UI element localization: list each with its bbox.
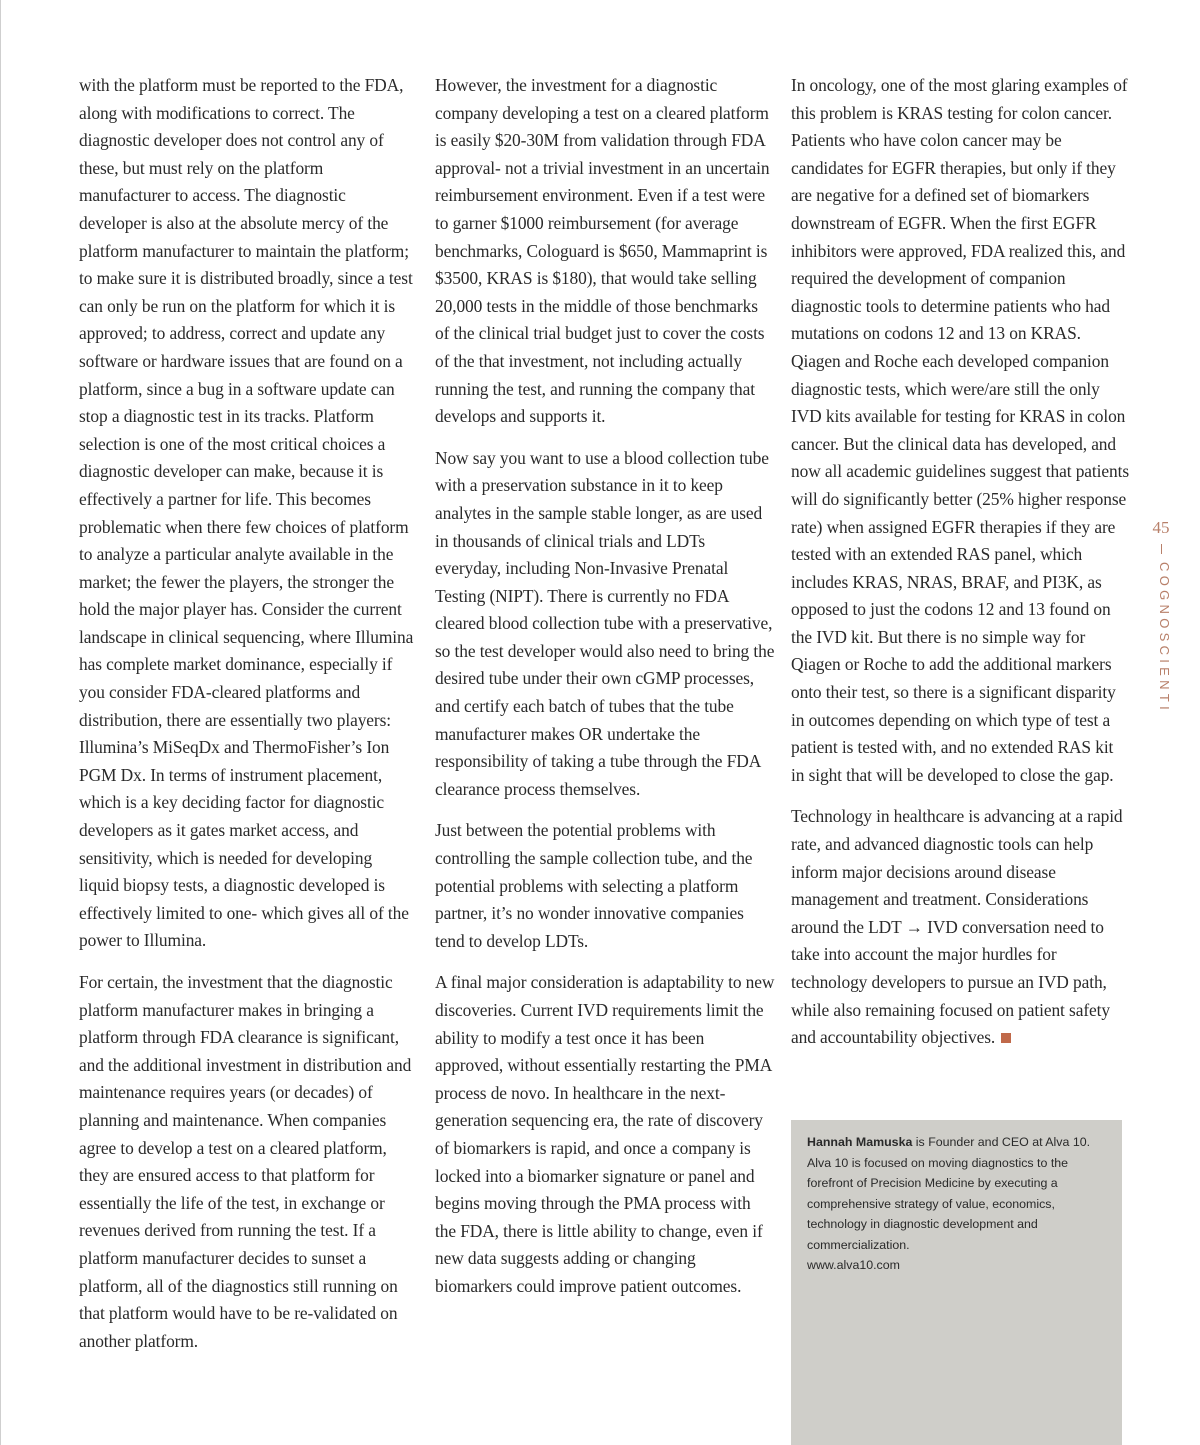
article-column-2 (435, 72, 775, 1315)
page-number: 45 (1152, 518, 1170, 537)
closing-text: Technology in healthcare is advancing at a rapid rate, and advanced diagnostic tools can help inform major decisions around disease management and treatment. Considerations around the LDT → IVD conversation need to take into account the major hurdles for technology developers to pursue an IVD path, while also remaining focused on patient safety and accountability objectives. (791, 806, 1123, 1048)
author-bio-box (791, 1120, 1122, 1445)
author-bio-text: is Founder and CEO at Alva 10. Alva 10 is focused on moving diagnostics to the forefront of Precision Medicine by executing a comprehensive strategy of value, economics, technology in diagnostic development and commercialization. (807, 1135, 1091, 1252)
paragraph: However, the investment for a diagnostic company developing a test on a cleared platform is easily $20-30M from validation through FDA approval- not a trivial investment in an uncertain reimbursement environment. Even if a test were to garner $1000 reimbursement (for average benchmarks, Cologuard is $650, Mammaprint is $3500, KRAS is $180), that would take selling 20,000 tests in the middle of those benchmarks of the clinical trial budget just to cover the costs of the that investment, not including actually running the test, and running the company that develops and supports it. (435, 75, 770, 427)
magazine-name: COGNOSCIENTI (1157, 562, 1172, 714)
page-number-rule (1161, 544, 1162, 554)
author-name: Hannah Mamuska (807, 1135, 913, 1149)
page-edge (0, 0, 1, 1445)
paragraph: A final major consideration is adaptability to new discoveries. Current IVD requirements limit the ability to modify a test once it has been approved, without essentially restarting the PMA process de novo. In healthcare in the next-generation sequencing era, the rate of discovery of biomarkers is rapid, and once a company is locked into a biomarker signature or panel and begins moving through the PMA process with the FDA, there is little ability to change, even if new data suggests adding or changing biomarkers could improve patient outcomes. (435, 972, 775, 1296)
article-column-1 (79, 72, 415, 1369)
paragraph: Now say you want to use a blood collection tube with a preservation substance in it to keep analytes in the sample stable longer, as are used in thousands of clinical trials and LDTs everyday, including Non-Invasive Prenatal Testing (NIPT). There is currently no FDA cleared blood collection tube with a preservative, so the test developer would also need to bring the desired tube under their own cGMP processes, and certify each batch of tubes that the tube manufacturer makes OR undertake the responsibility of taking a tube through the FDA clearance process themselves. (435, 447, 775, 799)
paragraph: In oncology, one of the most glaring examples of this problem is KRAS testing for colon cancer. Patients who have colon cancer may be candidates for EGFR therapies, but only if they are negative for a defined set of biomarkers downstream of EGFR. When the first EGFR inhibitors were approved, FDA realized this, and required the development of companion diagnostic tools to determine patients who had mutations on codons 12 and 13 on KRAS. Qiagen and Roche each developed companion diagnostic tests, which were/are still the only IVD kits available for testing for KRAS in colon cancer. But the clinical data has developed, and now all academic guidelines suggest that patients will do significantly better (25% higher response rate) when assigned EGFR therapies if they are tested with an extended RAS panel, which includes KRAS, NRAS, BRAF, and PI3K, as opposed to just the codons 12 and 13 found on the IVD kit. But there is no simple way for Qiagen or Roche to add the additional markers onto their test, so there is a significant disparity in outcomes depending on which type of test a patient is tested with, and no extended RAS kit in sight that will be developed to close the gap. (791, 75, 1129, 785)
end-of-article-square-icon (1001, 1033, 1011, 1043)
closing-paragraph (791, 803, 1129, 1051)
article-column-3 (791, 72, 1129, 1066)
paragraph: Just between the potential problems with controlling the sample collection tube, and the potential problems with selecting a platform partner, it’s no wonder innovative companies tend to develop LDTs. (435, 820, 753, 951)
author-website: www.alva10.com (807, 1258, 900, 1272)
paragraph: For certain, the investment that the diagnostic platform manufacturer makes in bringing a platform through FDA clearance is significant, and the additional investment in distribution and maintenance requires years (or decades) of planning and maintenance. When companies agree to develop a test on a cleared platform, they are ensured access to that platform for essentially the life of the test, in exchange or revenues derived from running the test. If a platform manufacturer decides to sunset a platform, all of the diagnostics still running on that platform would have to be re-validated on another platform. (79, 972, 412, 1351)
paragraph: with the platform must be reported to the FDA, along with modifications to correct. The diagnostic developer does not control any of these, but must rely on the platform manufacturer to access. The diagnostic developer is also at the absolute mercy of the platform manufacturer to maintain the platform; to make sure it is distributed broadly, since a test can only be run on the platform for which it is approved; to address, correct and update any software or hardware issues that are found on a platform, since a bug in a software update can stop a diagnostic test in its tracks. Platform selection is one of the most critical choices a diagnostic developer can make, because it is effectively a partner for life. This becomes problematic when there few choices of platform to analyze a particular analyte available in the market; the fewer the players, the stronger the hold the major player has. Consider the current landscape in clinical sequencing, where Illumina has complete market dominance, especially if you consider FDA-cleared platforms and distribution, there are essentially two players: Illumina’s MiSeqDx and ThermoFisher’s Ion PGM Dx. In terms of instrument placement, which is a key deciding factor for diagnostic developers as it gates market access, and sensitivity, which is needed for developing liquid biopsy tests, a diagnostic developed is effectively limited to one- which gives all of the power to Illumina. (79, 75, 414, 951)
